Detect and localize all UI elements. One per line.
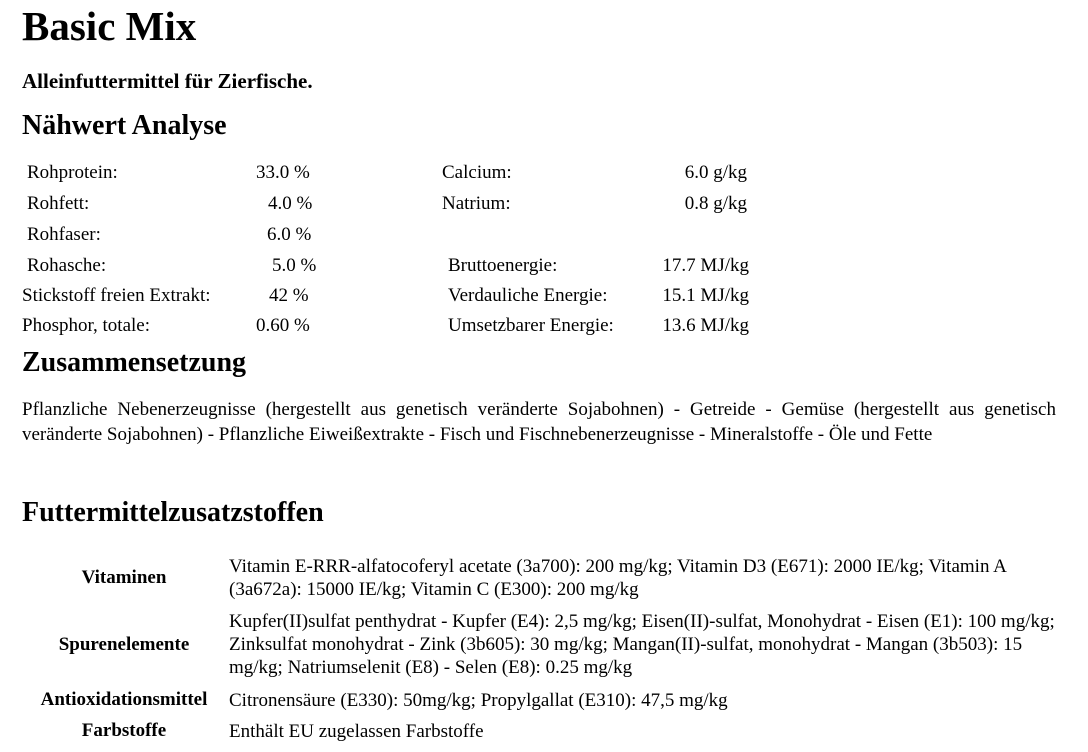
nutrition-label: Rohprotein:	[27, 162, 118, 183]
nutrition-value: 0.60 %	[256, 315, 310, 336]
additive-label: Vitaminen	[81, 567, 167, 588]
nutrition-label: Rohasche:	[27, 255, 107, 276]
analysis-heading: Nähwert Analyse	[22, 110, 227, 141]
nutrition-label: Rohfaser:	[27, 224, 101, 245]
additive-label: Antioxidationsmittel	[40, 689, 208, 710]
document-title: Basic Mix	[22, 3, 197, 49]
nutrition-label: Phosphor, totale:	[22, 315, 151, 336]
additive-text: Vitamin E-RRR-alfatocoferyl acetate (3a700): 200 mg/kg; Vitamin D3 (E671): 2000 IE/kg; Vitamin A (3a672a): 15000 IE/kg; Vitamin C (E300): 200 mg/kg	[229, 556, 1006, 600]
additive-label: Spurenelemente	[58, 634, 190, 655]
nutrition-value: 15.1 MJ/kg	[662, 285, 749, 306]
document-subtitle: Alleinfuttermittel für Zierfische.	[22, 69, 313, 93]
additive-text: Enthält EU zugelassen Farbstoffe	[229, 721, 484, 742]
nutrition-label: Umsetzbarer Energie:	[448, 315, 614, 336]
composition-text: Pflanzliche Nebenerzeugnisse (hergestellt aus genetisch veränderte Sojabohnen) - Getreide - Gemüse (hergestellt aus genetisch veränderte Sojabohnen) - Pflanzliche Eiweißextrakte - Fisch und Fischnebenerzeugnisse - Mineralstoffe - Öle und Fette	[22, 399, 1056, 445]
nutrition-value: 17.7 MJ/kg	[662, 255, 749, 276]
nutrition-label: Bruttoenergie:	[448, 255, 558, 276]
additive-label: Farbstoffe	[81, 720, 167, 741]
additive-text: Kupfer(II)sulfat penthydrat - Kupfer (E4): 2,5 mg/kg; Eisen(II)-sulfat, Monohydrat - Eisen (E1): 100 mg/kg; Zinksulfat monohydrat - Zink (3b605): 30 mg/kg; Mangan(II)-sulfat, monohydrat - Mangan (3b503): 15 mg/kg; Natriumselenit (E8) - Selen (E8): 0.25 mg/kg	[229, 611, 1055, 678]
nutrition-value: 42 %	[269, 285, 309, 306]
nutrition-value: 6.0 g/kg	[684, 162, 747, 183]
nutrition-value: 13.6 MJ/kg	[662, 315, 749, 336]
nutrition-label: Stickstoff freien Extrakt:	[22, 285, 211, 306]
additive-text: Citronensäure (E330): 50mg/kg; Propylgallat (E310): 47,5 mg/kg	[229, 690, 728, 711]
nutrition-label: Natrium:	[442, 193, 511, 214]
nutrition-value: 6.0 %	[267, 224, 312, 245]
nutrition-value: 4.0 %	[268, 193, 313, 214]
nutrition-value: 5.0 %	[272, 255, 317, 276]
nutrition-value: 0.8 g/kg	[684, 193, 747, 214]
nutrition-label: Verdauliche Energie:	[448, 285, 608, 306]
nutrition-label: Calcium:	[442, 162, 512, 183]
nutrition-value: 33.0 %	[256, 162, 310, 183]
additives-heading: Futtermittelzusatzstoffen	[22, 497, 324, 528]
nutrition-label: Rohfett:	[27, 193, 90, 214]
composition-heading: Zusammensetzung	[22, 347, 247, 378]
